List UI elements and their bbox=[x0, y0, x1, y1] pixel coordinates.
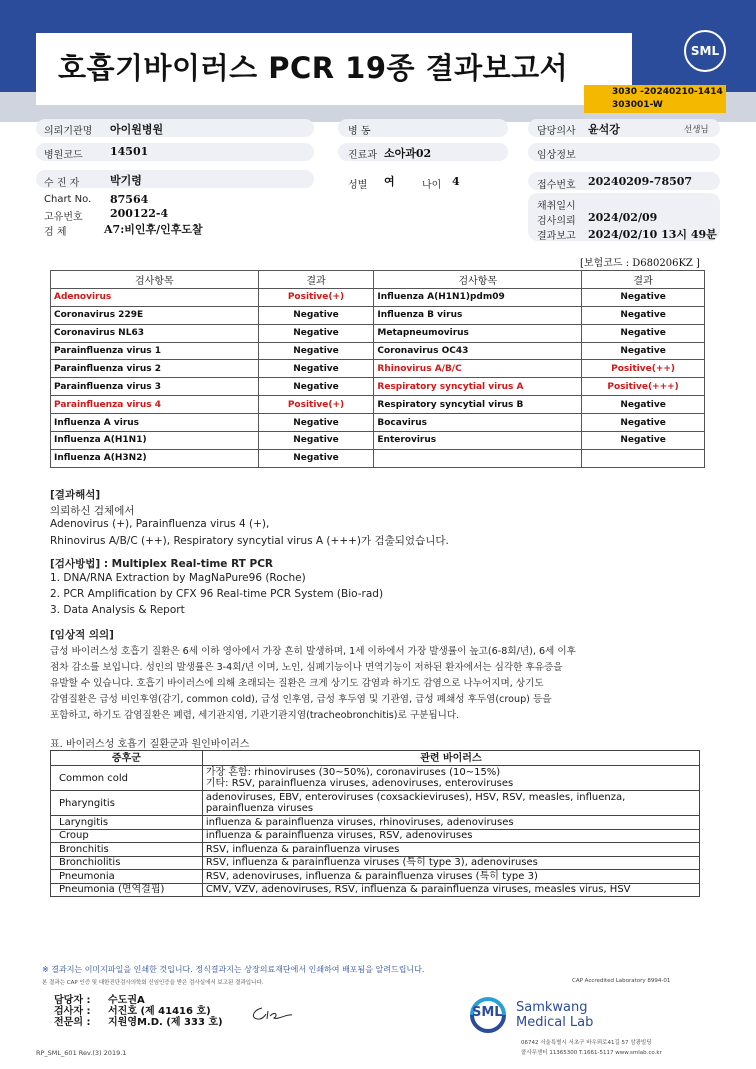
virus-table-row bbox=[51, 870, 700, 884]
results-row bbox=[51, 378, 705, 396]
results-value: Negative bbox=[258, 432, 374, 450]
report-value: 2024/02/10 13시 49분 bbox=[588, 228, 717, 241]
virus-table-row bbox=[51, 883, 700, 897]
results-item-name: Parainfluenza virus 4 bbox=[51, 396, 259, 414]
lab-phone: 콜사무센터 11365300 T.1661-5117 www.smlab.co.kr bbox=[521, 1050, 662, 1056]
virus-header-syndrome: 증후군 bbox=[51, 751, 203, 766]
syndrome-cell: Bronchiolitis bbox=[51, 856, 203, 870]
results-item-name: Coronavirus OC43 bbox=[374, 342, 582, 360]
results-item-name: Influenza A(H1N1) bbox=[51, 432, 259, 450]
results-value: Negative bbox=[582, 342, 705, 360]
hospital-code-value: 14501 bbox=[110, 145, 149, 158]
method-heading: [검사방법] : Multiplex Real-time RT PCR bbox=[50, 558, 273, 570]
sex-value: 여 bbox=[384, 175, 395, 188]
report-label: 결과보고 bbox=[537, 231, 576, 242]
virus-table-row bbox=[51, 829, 700, 843]
results-row bbox=[51, 306, 705, 324]
results-header-row bbox=[51, 271, 705, 289]
interpretation-line: Adenovirus (+), Parainfluenza virus 4 (+), bbox=[50, 518, 270, 530]
clinical-heading: [임상적 의의] bbox=[50, 629, 114, 641]
sml-footer-logo-text: SML bbox=[472, 1005, 503, 1020]
method-line: 1. DNA/RNA Extraction by MagNaPure96 (Roche) bbox=[50, 572, 306, 584]
results-item-name: Metapneumovirus bbox=[374, 324, 582, 342]
virus-cell: 가장 흔함: rhinoviruses (30~50%), coronaviruses (10~15%) 기타: RSV, parainfluenza viruses, adenoviruses, enteroviruses bbox=[202, 766, 699, 791]
virus-cell: CMV, VZV, adenoviruses, RSV, influenza & parainfluenza viruses, measles virus, HSV bbox=[202, 883, 699, 897]
virus-cell: RSV, influenza & parainfluenza viruses bbox=[202, 843, 699, 857]
age-value: 4 bbox=[452, 175, 460, 188]
results-item-name: Coronavirus 229E bbox=[51, 306, 259, 324]
receipt-label: 접수번호 bbox=[537, 180, 576, 191]
interpretation-line: Rhinovirus A/B/C (++), Respiratory syncytial virus A (+++)가 검출되었습니다. bbox=[50, 535, 449, 547]
lab-name-line1: Samkwang bbox=[516, 1000, 588, 1015]
results-row bbox=[51, 342, 705, 360]
institution-label: 의뢰기관명 bbox=[44, 126, 93, 137]
virus-header-viruses: 관련 바이러스 bbox=[202, 751, 699, 766]
results-item-name: Parainfluenza virus 2 bbox=[51, 360, 259, 378]
results-item-name: Influenza A(H1N1)pdm09 bbox=[374, 288, 582, 306]
results-value: Negative bbox=[582, 288, 705, 306]
virus-cell: influenza & parainfluenza viruses, rhinoviruses, adenoviruses bbox=[202, 816, 699, 830]
lab-name-line2: Medical Lab bbox=[516, 1015, 594, 1030]
clinical-line: 점차 감소를 보입니다. 성인의 발생률은 3-4회/년 이며, 노인, 심폐기능이나 면역기능이 저하된 환자에서는 심각한 후유증을 bbox=[50, 662, 563, 673]
results-table bbox=[50, 270, 705, 468]
clinical-label: 임상정보 bbox=[537, 150, 576, 161]
syndrome-cell: Laryngitis bbox=[51, 816, 203, 830]
virus-cell: RSV, influenza & parainfluenza viruses (특히 type 3), adenoviruses bbox=[202, 856, 699, 870]
syndrome-cell: Croup bbox=[51, 829, 203, 843]
virus-table bbox=[50, 750, 700, 897]
virus-table-row bbox=[51, 856, 700, 870]
virus-table-row bbox=[51, 816, 700, 830]
method-line: 3. Data Analysis & Report bbox=[50, 604, 185, 616]
results-row bbox=[51, 288, 705, 306]
results-value: Negative bbox=[258, 342, 374, 360]
results-item-name: Parainfluenza virus 3 bbox=[51, 378, 259, 396]
doctor-value: 윤석강 bbox=[588, 123, 620, 136]
results-value bbox=[582, 449, 705, 467]
hospital-code-label: 병원코드 bbox=[44, 150, 83, 161]
request-label: 검사의뢰 bbox=[537, 216, 576, 227]
clinical-line: 급성 바이러스성 호흡기 질환은 6세 이하 영아에서 가장 흔히 발생하며, 1세 이하에서 가장 발생률이 높고(6-8회/년), 6세 이후 bbox=[50, 646, 576, 657]
specimen-label: 검 체 bbox=[44, 227, 67, 238]
interpretation-line: 의뢰하신 검체에서 bbox=[50, 505, 135, 517]
virus-cell: RSV, adenoviruses, influenza & parainfluenza viruses (특히 type 3) bbox=[202, 870, 699, 884]
results-item-name: Parainfluenza virus 1 bbox=[51, 342, 259, 360]
institution-value: 아이원병원 bbox=[110, 123, 164, 136]
syndrome-cell: Bronchitis bbox=[51, 843, 203, 857]
results-value: Negative bbox=[582, 432, 705, 450]
results-item-name bbox=[374, 449, 582, 467]
results-header-result-2: 결과 bbox=[582, 271, 705, 289]
virus-cell: influenza & parainfluenza viruses, RSV, adenoviruses bbox=[202, 829, 699, 843]
lab-address: 06742 서울특별시 서초구 바우뫼로41길 57 삼광빌딩 bbox=[521, 1040, 652, 1046]
sml-logo: SML bbox=[684, 30, 726, 72]
results-item-name: Influenza A virus bbox=[51, 414, 259, 432]
results-row bbox=[51, 396, 705, 414]
results-row bbox=[51, 324, 705, 342]
chart-value: 87564 bbox=[110, 193, 149, 206]
staff-label: 검사자 : bbox=[54, 1006, 91, 1017]
results-item-name: Influenza B virus bbox=[374, 306, 582, 324]
results-value: Negative bbox=[582, 324, 705, 342]
results-item-name: Respiratory syncytial virus A bbox=[374, 378, 582, 396]
results-value: Negative bbox=[258, 324, 374, 342]
ward-label: 병 동 bbox=[348, 126, 371, 137]
virus-table-row bbox=[51, 766, 700, 791]
syndrome-cell: Pneumonia bbox=[51, 870, 203, 884]
syndrome-cell: Pneumonia (면역결핍) bbox=[51, 883, 203, 897]
staff-name: 수도권A bbox=[108, 995, 145, 1006]
chart-label: Chart No. bbox=[44, 194, 92, 205]
form-code: RP_SML_601 Rev.(3) 2019.1 bbox=[36, 1049, 127, 1057]
collection-label: 채취일시 bbox=[537, 201, 576, 212]
interpretation-heading: [결과해석] bbox=[50, 489, 101, 501]
results-item-name: Adenovirus bbox=[51, 288, 259, 306]
sex-label: 성별 bbox=[348, 180, 368, 191]
results-row bbox=[51, 360, 705, 378]
virus-table-header-row bbox=[51, 751, 700, 766]
clinical-line: 포함하고, 하기도 감염질환은 폐렴, 세기관지염, 기관기관지염(tracheobronchitis)로 구분됩니다. bbox=[50, 710, 460, 721]
staff-label: 전문의 : bbox=[54, 1017, 91, 1028]
doctor-label: 담당의사 bbox=[537, 126, 576, 137]
results-row bbox=[51, 432, 705, 450]
results-value: Negative bbox=[582, 306, 705, 324]
results-item-name: Respiratory syncytial virus B bbox=[374, 396, 582, 414]
footer-notice: ※ 결과지는 이미지파일을 인쇄한 것입니다. 정식결과지는 상장의료재단에서 인쇄하여 배포됨을 알려드립니다. bbox=[42, 965, 425, 974]
report-code-line2: 303001-W bbox=[612, 100, 663, 110]
department-label: 진료과 bbox=[348, 150, 377, 161]
specimen-value: A7:비인후/인후도찰 bbox=[104, 223, 203, 236]
results-value: Positive(+++) bbox=[582, 378, 705, 396]
results-item-name: Bocavirus bbox=[374, 414, 582, 432]
receipt-value: 20240209-78507 bbox=[588, 175, 693, 188]
virus-table-caption: 표. 바이러스성 호흡기 질환군과 원인바이러스 bbox=[50, 739, 250, 750]
results-item-name: Rhinovirus A/B/C bbox=[374, 360, 582, 378]
results-value: Positive(+) bbox=[258, 396, 374, 414]
doctor-suffix: 선생님 bbox=[684, 125, 709, 135]
results-value: Positive(+) bbox=[258, 288, 374, 306]
results-item-name: Enterovirus bbox=[374, 432, 582, 450]
patient-label: 수 진 자 bbox=[44, 178, 80, 189]
results-value: Negative bbox=[258, 414, 374, 432]
results-header-result-1: 결과 bbox=[258, 271, 374, 289]
staff-label: 담당자 : bbox=[54, 995, 91, 1006]
unique-label: 고유번호 bbox=[44, 212, 83, 223]
clinical-line: 감염질환은 급성 비인후염(감기, common cold), 급성 인후염, 급성 후두염 및 기관염, 급성 폐쇄성 후두염(croup) 등을 bbox=[50, 694, 552, 705]
results-value: Positive(++) bbox=[582, 360, 705, 378]
footer-fine-print: 본 결과는 CAP 인증 및 대한진단검사의학회 신임인증을 받은 검사실에서 보고된 결과입니다. bbox=[42, 980, 264, 986]
report-title: 호흡기바이러스 PCR 19종 결과보고서 bbox=[58, 51, 569, 85]
unique-value: 200122-4 bbox=[110, 207, 169, 220]
report-code-line1: 3030 -20240210-1414 bbox=[612, 87, 723, 97]
virus-table-row bbox=[51, 843, 700, 857]
results-value: Negative bbox=[582, 396, 705, 414]
method-line: 2. PCR Amplification by CFX 96 Real-time PCR System (Bio-rad) bbox=[50, 588, 384, 600]
virus-table-row bbox=[51, 791, 700, 816]
syndrome-cell: Pharyngitis bbox=[51, 791, 203, 816]
staff-name: 지원영M.D. (제 333 호) bbox=[108, 1017, 223, 1028]
results-value: Negative bbox=[258, 378, 374, 396]
results-item-name: Coronavirus NL63 bbox=[51, 324, 259, 342]
results-item-name: Influenza A(H3N2) bbox=[51, 449, 259, 467]
results-value: Negative bbox=[258, 360, 374, 378]
staff-name: 서진호 (제 41416 호) bbox=[108, 1006, 211, 1017]
results-value: Negative bbox=[258, 306, 374, 324]
patient-value: 박기령 bbox=[110, 174, 142, 187]
footer-cap: CAP Accredited Laboratory 8994-01 bbox=[572, 978, 671, 984]
results-header-item-2: 검사항목 bbox=[374, 271, 582, 289]
results-row bbox=[51, 449, 705, 467]
department-value: 소아과02 bbox=[384, 147, 432, 160]
insurance-code: [보험코드 : D680206KZ ] bbox=[580, 258, 700, 269]
results-value: Negative bbox=[582, 414, 705, 432]
age-label: 나이 bbox=[422, 180, 442, 191]
virus-cell: adenoviruses, EBV, enteroviruses (coxsackieviruses), HSV, RSV, measles, influenza, parainfluenza viruses bbox=[202, 791, 699, 816]
results-row bbox=[51, 414, 705, 432]
syndrome-cell: Common cold bbox=[51, 766, 203, 791]
doctor-signature bbox=[248, 1002, 296, 1024]
request-value: 2024/02/09 bbox=[588, 211, 658, 224]
clinical-line: 유발할 수 있습니다. 호흡기 바이러스에 의해 초래되는 질환은 크게 상기도 감염과 하기도 감염으로 나누어지며, 상기도 bbox=[50, 678, 544, 689]
results-value: Negative bbox=[258, 449, 374, 467]
results-header-item-1: 검사항목 bbox=[51, 271, 259, 289]
